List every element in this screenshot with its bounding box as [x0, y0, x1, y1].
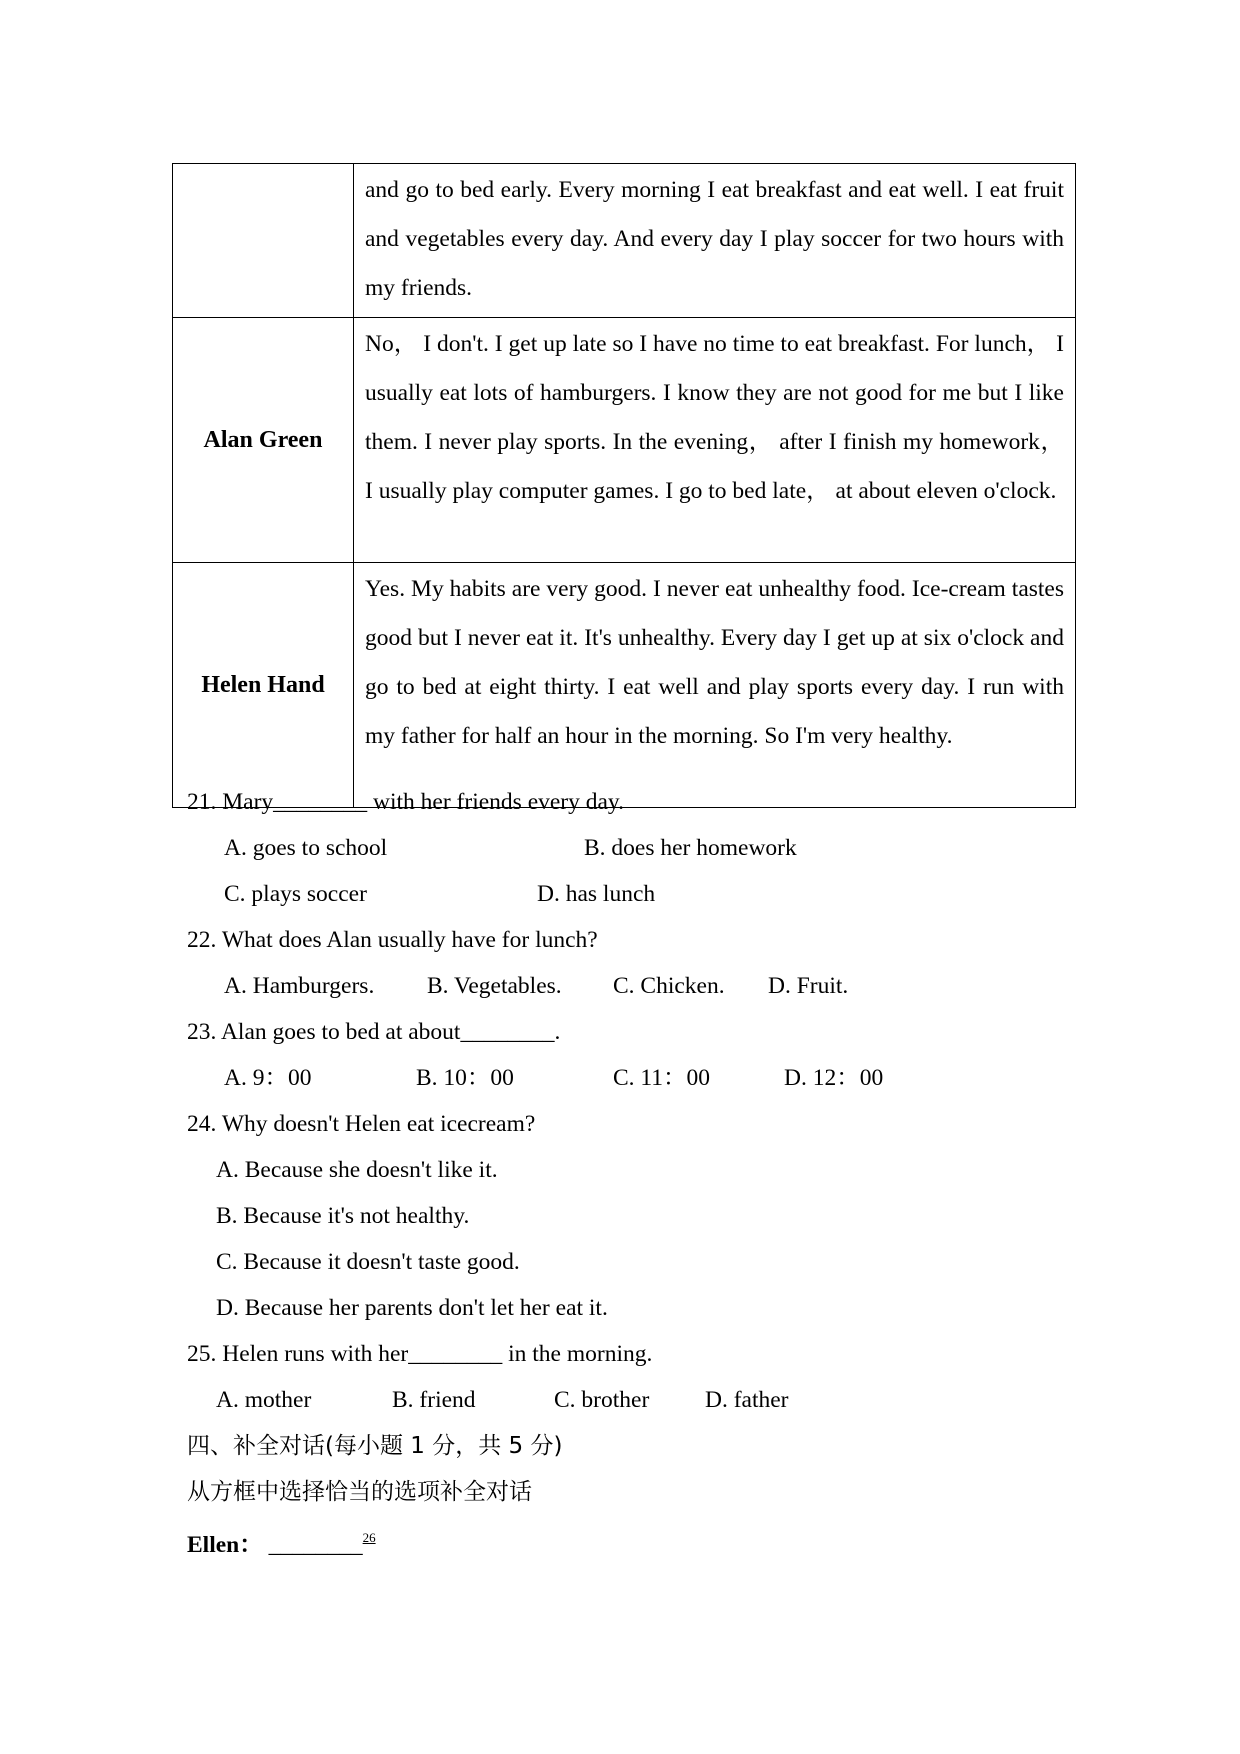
section-4-instruction: 从方框中选择恰当的选项补全对话	[187, 1479, 532, 1505]
question-24-option-b[interactable]: B. Because it's not healthy.	[216, 1203, 470, 1229]
question-24-option-d[interactable]: D. Because her parents don't let her eat it.	[216, 1295, 608, 1321]
question-22-stem: 22. What does Alan usually have for lunch?	[187, 927, 598, 953]
question-25-option-a[interactable]: A. mother	[216, 1387, 312, 1413]
question-23-stem: 23. Alan goes to bed at about________.	[187, 1019, 561, 1045]
answer-text: No， I don't. I get up late so I have no time to eat breakfast. For lunch， I usually eat lots of hamburgers. I know they are not good for me but I like them. I never play sports. In the evening， after I finish my homework， I usually play computer games. I go to bed late， at about eleven o'clock.	[354, 318, 1076, 563]
section-4-heading: 四、补全对话(每小题 1 分，共 5 分)	[187, 1433, 563, 1459]
question-22-option-a[interactable]: A. Hamburgers.	[224, 973, 375, 999]
table-row	[173, 563, 1076, 808]
speaker-label: Ellen：	[187, 1532, 263, 1558]
question-25-option-b[interactable]: B. friend	[392, 1387, 476, 1413]
answer-text: Yes. My habits are very good. I never eat unhealthy food. Ice-cream tastes good but I never eat it. It's unhealthy. Every day I get up at six o'clock and go to bed at eight thirty. I eat well and play sports every day. I run with my father for half an hour in the morning. So I'm very healthy.	[354, 563, 1076, 808]
question-21-option-d[interactable]: D. has lunch	[537, 881, 656, 907]
dialogue-line	[187, 1523, 376, 1560]
answer-blank[interactable]: ________	[262, 1532, 363, 1558]
question-24-stem: 24. Why doesn't Helen eat icecream?	[187, 1111, 536, 1137]
name-cell: Helen Hand	[173, 563, 354, 808]
question-23-option-a[interactable]: A. 9：00	[224, 1065, 312, 1091]
question-23-option-c[interactable]: C. 11：00	[613, 1065, 711, 1091]
question-25-stem: 25. Helen runs with her________ in the morning.	[187, 1341, 653, 1367]
question-21-option-a[interactable]: A. goes to school	[224, 835, 388, 861]
question-21-option-c[interactable]: C. plays soccer	[224, 881, 367, 907]
answer-text: and go to bed early. Every morning I eat breakfast and eat well. I eat fruit and vegetables every day. And every day I play soccer for two hours with my friends.	[354, 164, 1076, 318]
question-23-option-d[interactable]: D. 12：00	[784, 1065, 884, 1091]
question-21-stem: 21. Mary________ with her friends every day.	[187, 789, 625, 815]
table-row	[173, 164, 1076, 318]
question-22-option-b[interactable]: B. Vegetables.	[427, 973, 562, 999]
habits-table	[172, 163, 1076, 808]
question-23-option-b[interactable]: B. 10：00	[416, 1065, 514, 1091]
question-25-option-d[interactable]: D. father	[705, 1387, 789, 1413]
question-22-option-d[interactable]: D. Fruit.	[768, 973, 849, 999]
question-21-option-b[interactable]: B. does her homework	[584, 835, 797, 861]
table-row	[173, 318, 1076, 563]
question-24-option-c[interactable]: C. Because it doesn't taste good.	[216, 1249, 520, 1275]
name-cell: Alan Green	[173, 318, 354, 563]
footnote-number: 26	[362, 1530, 376, 1545]
name-cell	[173, 164, 354, 318]
question-22-option-c[interactable]: C. Chicken.	[613, 973, 725, 999]
question-24-option-a[interactable]: A. Because she doesn't like it.	[216, 1157, 498, 1183]
question-25-option-c[interactable]: C. brother	[554, 1387, 650, 1413]
